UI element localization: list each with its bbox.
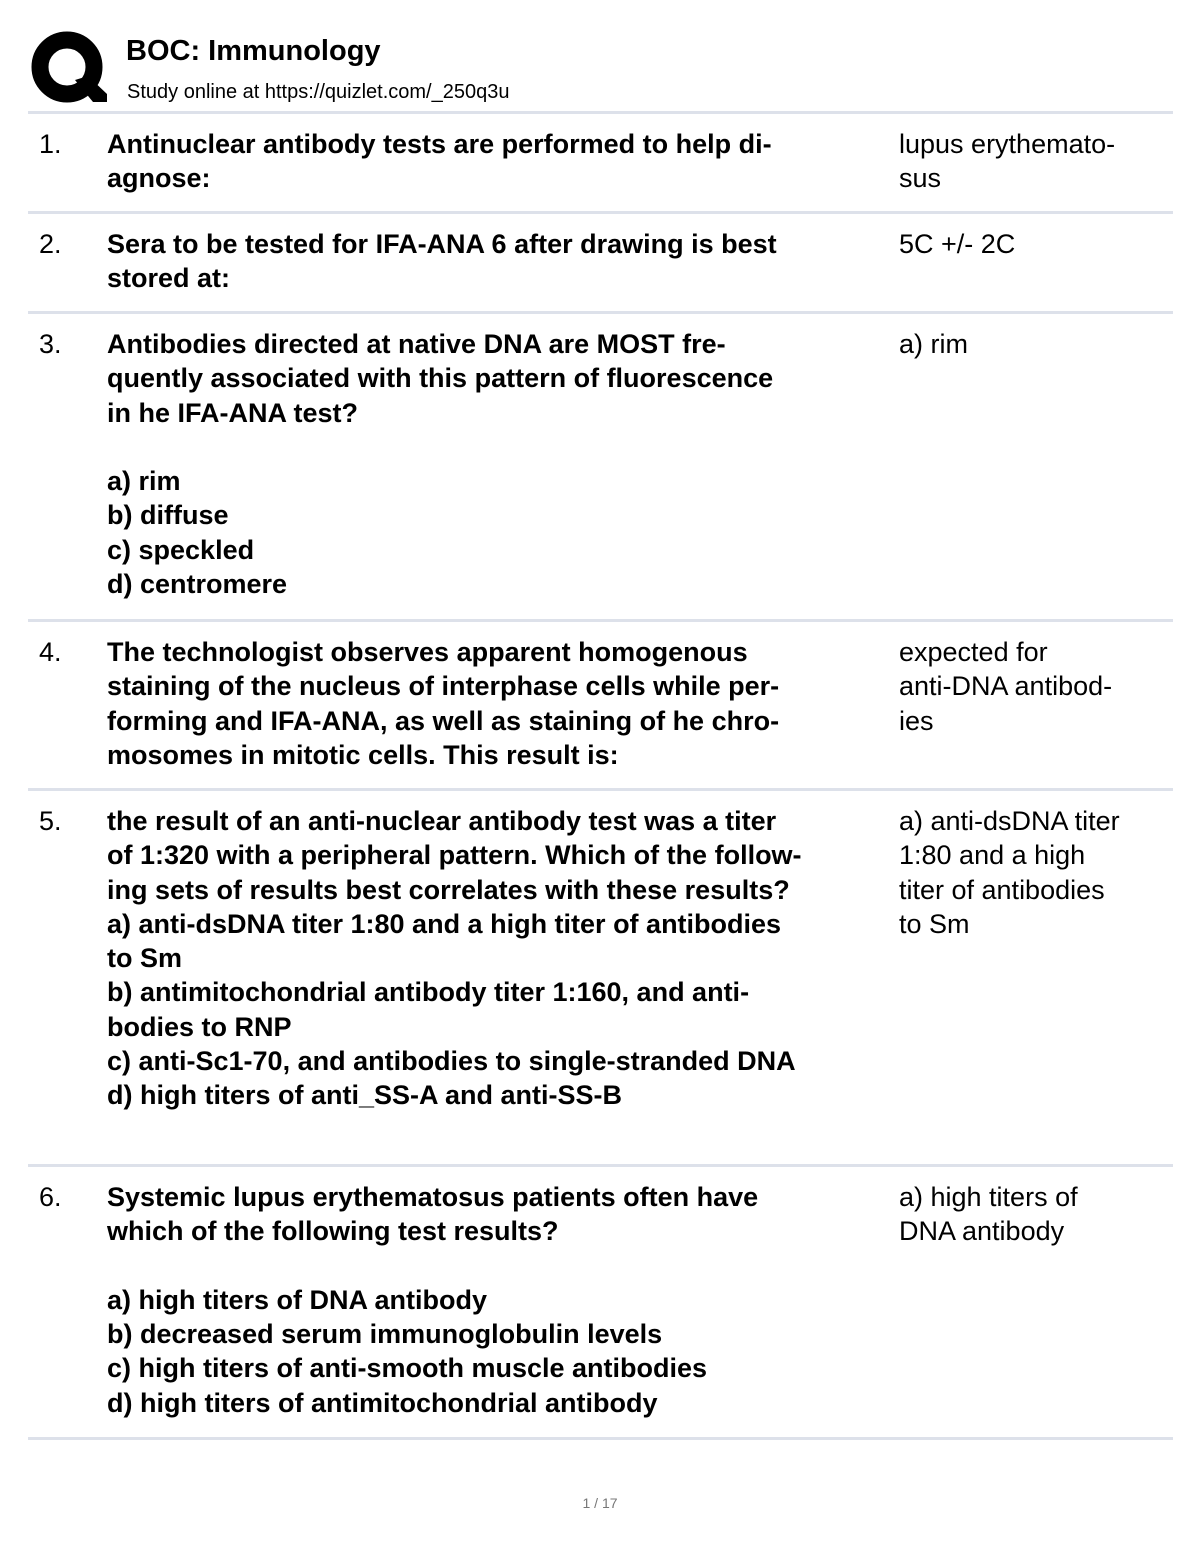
divider — [28, 788, 1173, 791]
quizlet-logo-icon — [31, 30, 107, 106]
card-term: the result of an anti-nuclear antibody test was a titer of 1:320 with a peripheral pattern. Which of the follow- ing sets of results best correlates with these results? a) anti-dsDNA titer 1:80 and a high titer of antibodies to Sm b) antimitochondrial antibody titer 1:160, and anti- bodies to RNP c) anti-Sc1-70, and antibodies to single-stranded DNA d) high titers of anti_SS-A and anti-SS-B — [107, 806, 802, 1111]
card-term: Antibodies directed at native DNA are MOST fre- quently associated with this pattern of fluorescence in he IFA-ANA test? a) rim b) diffuse c) speckled d) centromere — [107, 329, 774, 600]
card-number: 3. — [39, 329, 62, 359]
card-term: Sera to be tested for IFA-ANA 6 after drawing is best stored at: — [107, 229, 777, 294]
card-number: 6. — [39, 1182, 62, 1212]
card-definition: a) high titers of DNA antibody — [899, 1182, 1078, 1247]
divider — [28, 619, 1173, 622]
study-online-link[interactable]: Study online at https://quizlet.com/_250q3u — [127, 81, 510, 103]
page-title: BOC: Immunology — [126, 35, 381, 67]
card-term: Antinuclear antibody tests are performed to help di- agnose: — [107, 129, 772, 194]
card-definition: 5C +/- 2C — [899, 229, 1016, 259]
card-definition: a) anti-dsDNA titer 1:80 and a high titer of antibodies to Sm — [899, 806, 1120, 939]
card-term: The technologist observes apparent homogenous staining of the nucleus of interphase cells while per- forming and IFA-ANA, as well as staining of he chro- mosomes in mitotic cells. This result is: — [107, 637, 780, 770]
card-number: 4. — [39, 637, 62, 667]
divider — [28, 111, 1173, 114]
divider — [28, 311, 1173, 314]
divider — [28, 1164, 1173, 1167]
card-definition: expected for anti-DNA antibod- ies — [899, 637, 1113, 736]
page-number: 1 / 17 — [582, 1495, 618, 1511]
divider — [28, 211, 1173, 214]
card-definition: a) rim — [899, 329, 968, 359]
card-number: 5. — [39, 806, 62, 836]
card-number: 2. — [39, 229, 62, 259]
card-number: 1. — [39, 129, 62, 159]
card-definition: lupus erythemato- sus — [899, 129, 1116, 194]
divider — [28, 1437, 1173, 1440]
card-term: Systemic lupus erythematosus patients often have which of the following test results? a) high titers of DNA antibody b) decreased serum immunoglobulin levels c) high titers of anti-smooth muscle antibodies d) high titers of antimitochondrial antibody — [107, 1182, 759, 1418]
